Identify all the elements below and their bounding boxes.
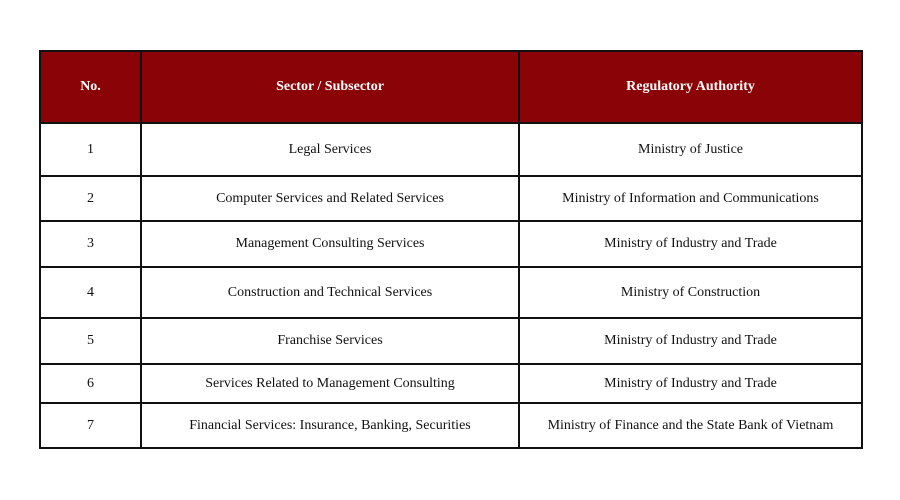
table-row	[40, 123, 862, 176]
table-row	[40, 318, 862, 364]
cell-no: 3	[40, 221, 141, 267]
table-body	[40, 123, 862, 448]
cell-authority: Ministry of Industry and Trade	[519, 318, 862, 364]
header-authority: Regulatory Authority	[519, 51, 862, 123]
cell-no: 1	[40, 123, 141, 176]
table-row	[40, 403, 862, 448]
table-row	[40, 176, 862, 221]
cell-authority: Ministry of Construction	[519, 267, 862, 318]
regulatory-authority-table	[39, 50, 863, 449]
cell-no: 6	[40, 364, 141, 403]
cell-sector: Services Related to Management Consulting	[141, 364, 519, 403]
cell-no: 2	[40, 176, 141, 221]
cell-sector: Management Consulting Services	[141, 221, 519, 267]
cell-sector: Computer Services and Related Services	[141, 176, 519, 221]
header-sector: Sector / Subsector	[141, 51, 519, 123]
cell-authority: Ministry of Industry and Trade	[519, 221, 862, 267]
table-row	[40, 364, 862, 403]
regulatory-authority-table-container	[39, 50, 861, 449]
cell-authority: Ministry of Justice	[519, 123, 862, 176]
table-row	[40, 221, 862, 267]
cell-sector: Construction and Technical Services	[141, 267, 519, 318]
table-header	[40, 51, 862, 123]
cell-no: 4	[40, 267, 141, 318]
cell-authority: Ministry of Information and Communications	[519, 176, 862, 221]
table-row	[40, 267, 862, 318]
cell-authority: Ministry of Industry and Trade	[519, 364, 862, 403]
cell-sector: Legal Services	[141, 123, 519, 176]
header-no: No.	[40, 51, 141, 123]
cell-no: 7	[40, 403, 141, 448]
cell-sector: Financial Services: Insurance, Banking, Securities	[141, 403, 519, 448]
header-row	[40, 51, 862, 123]
cell-no: 5	[40, 318, 141, 364]
cell-authority: Ministry of Finance and the State Bank of Vietnam	[519, 403, 862, 448]
cell-sector: Franchise Services	[141, 318, 519, 364]
